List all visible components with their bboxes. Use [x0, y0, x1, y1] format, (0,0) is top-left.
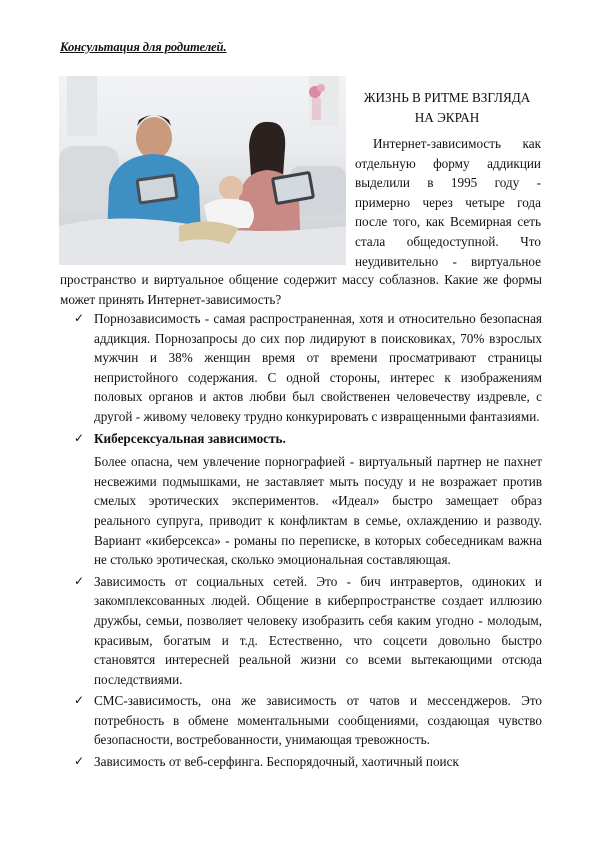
list-item — [60, 572, 542, 690]
intro-line: стала общедоступной. Что — [355, 233, 541, 249]
intro-line: выделили в 1995 году - — [355, 175, 541, 191]
family-photo — [59, 76, 346, 265]
check-icon: ✓ — [74, 573, 85, 588]
check-icon: ✓ — [74, 754, 85, 769]
addiction-list — [60, 309, 542, 774]
list-item — [60, 429, 542, 570]
list-item — [60, 752, 542, 772]
check-icon: ✓ — [74, 311, 85, 325]
intro-paragraph-right — [355, 134, 541, 271]
list-item — [60, 309, 542, 427]
check-icon: ✓ — [74, 430, 85, 445]
intro-line: примерно через четыре года — [355, 194, 541, 210]
list-item-text: Порнозависимость - самая распространенная, хотя и относительно безопасная аддикция. Порнозапросы до сих пор лидируют в поисковиках, 70% взрослых мужчин и 38% женщин время от времени просматривают страницы непристойного содержания. С одной стороны, интерес к изображениям половых органов и актов любви был свойственен человечеству издревле, с другой - живому человеку трудно конкурировать с извращенными фантазиями. — [94, 311, 542, 424]
list-item-heading: Киберсексуальная зависимость. — [94, 430, 286, 446]
list-item-text: Зависимость от социальных сетей. Это - бич интравертов, одиноких и закомплексованных людей. Общение в киберпространстве создает иллюзию дружбы, семьи, позволяет человеку изобразить себя каким угодно - молодым, красивым, богатым и т.д. Естественно, что соцсети довольно быстро становятся интересней реальной жизни со всеми вытекающими отсюда последствиями. — [94, 573, 542, 687]
title-line-1: ЖИЗНЬ В РИТМЕ ВЗГЛЯДА — [363, 90, 531, 105]
intro-line: Интернет-зависимость как — [373, 136, 541, 151]
intro-line: неудивительно - виртуальное — [355, 253, 541, 269]
list-item-text: Зависимость от веб-серфинга. Беспорядочный, хаотичный поиск — [94, 754, 459, 770]
article-title — [347, 88, 547, 128]
title-line-2: НА ЭКРАН — [414, 110, 480, 125]
list-item-text: СМС-зависимость, она же зависимость от чатов и мессенджеров. Это потребность в обмене моментальными сообщениями, создающая чувство безопасности, востребованности, унимающая тревожность. — [94, 693, 542, 748]
list-item-text: Более опасна, чем увлечение порнографией - виртуальный партнер не пахнет несвежими подмышками, не заставляет мыть посуду и не возражает против смелых эротических экспериментов. «Идеал» быстро замещает образ реального супруга, приводит к конфликтам в семье, охлаждению и разводу. Вариант «киберсекса» - романы по переписке, в которых собеседникам важна не столько эротическая, сколько эмоциональная составляющая. — [94, 454, 542, 568]
intro-line: после того, как Всемирная сеть — [355, 214, 541, 230]
list-item — [60, 691, 542, 750]
check-icon: ✓ — [74, 693, 85, 708]
intro-paragraph-continued: пространство и виртуальное общение содержит массу соблазнов. Какие же формы может принять Интернет-зависимость? — [60, 272, 542, 307]
intro-line: отдельную форму аддикции — [355, 155, 541, 171]
consultation-label: Консультация для родителей. — [60, 40, 227, 54]
